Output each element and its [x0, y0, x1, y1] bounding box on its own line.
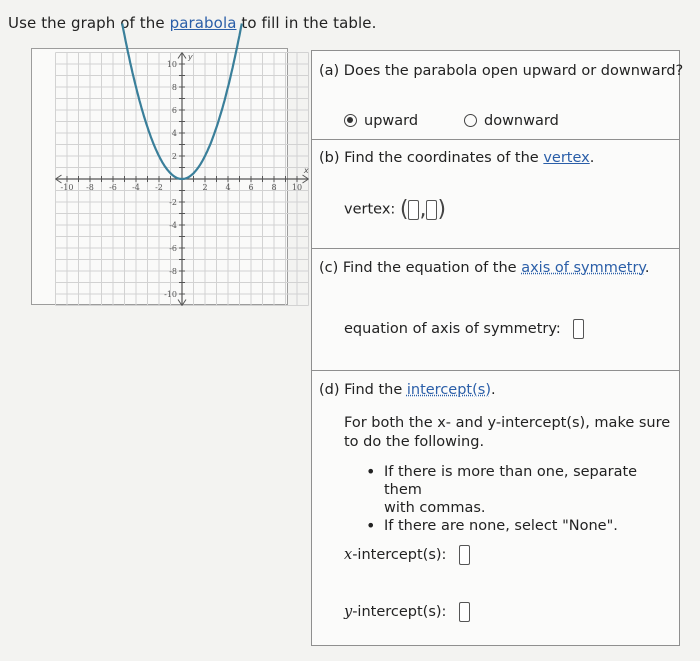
y-intercept-label: -intercept(s):	[352, 604, 447, 620]
upward-radio[interactable]	[344, 114, 357, 127]
downward-radio[interactable]	[464, 114, 477, 127]
x-tick-label: 10	[291, 183, 303, 192]
x-tick-label: -2	[155, 183, 163, 192]
axis-label: equation of axis of symmetry:	[344, 321, 561, 337]
part-d-section	[312, 371, 679, 647]
y-tick-label: 4	[171, 129, 177, 138]
y-tick-label: 2	[171, 152, 177, 161]
y-tick-label: 10	[166, 60, 177, 69]
question-table	[311, 50, 684, 646]
axis-field	[344, 319, 584, 339]
part-c-question: (c) Find the equation of the axis of symmetry.	[319, 260, 650, 276]
axis-of-symmetry-link[interactable]: axis of symmetry	[521, 260, 645, 276]
y-tick-label: 8	[171, 83, 177, 92]
instruction-line-1: For both the x- and y-intercept(s), make sure	[344, 415, 671, 431]
y-axis-label: y	[188, 52, 193, 62]
instruction-text: Use the graph of the parabola to fill in the table.	[8, 14, 377, 32]
x-tick-label: -4	[132, 183, 140, 192]
x-intercept-input[interactable]	[459, 545, 470, 565]
intercepts-link[interactable]: intercept(s)	[406, 382, 491, 398]
part-a-section	[312, 51, 684, 140]
x-intercept-field: x-intercept(s):	[344, 545, 470, 565]
x-axis-label: x	[303, 166, 309, 175]
bullet-item: • If there is more than one, separate them with commas.	[364, 463, 679, 517]
y-tick-label: -10	[164, 290, 177, 299]
option-upward[interactable]	[344, 113, 418, 129]
y-intercept-field: y-intercept(s):	[344, 602, 470, 622]
x-tick-label: -6	[109, 183, 117, 192]
graph-canvas	[32, 49, 309, 306]
instruction-line-2: to do the following.	[344, 434, 485, 450]
close-paren-icon: )	[437, 197, 447, 222]
parabola-graph	[31, 48, 309, 305]
parabola-link[interactable]: parabola	[169, 14, 237, 32]
y-tick-label: -4	[169, 221, 177, 230]
part-b-section	[312, 140, 679, 249]
open-paren-icon: (	[399, 197, 409, 222]
y-tick-label: -8	[169, 267, 177, 276]
option-downward[interactable]	[464, 113, 559, 129]
y-tick-label: -2	[169, 198, 177, 207]
vertex-label: vertex:	[344, 201, 396, 218]
x-tick-label: 8	[271, 183, 277, 192]
x-tick-label: 4	[225, 183, 231, 192]
vertex-x-input[interactable]	[408, 200, 419, 220]
part-d-question: (d) Find the intercept(s).	[319, 382, 496, 398]
vertex-field	[344, 197, 446, 222]
x-tick-label: -8	[86, 183, 94, 192]
bullet-item: • If there are none, select "None".	[364, 517, 679, 535]
y-tick-label: 6	[171, 106, 177, 115]
y-intercept-input[interactable]	[459, 602, 470, 622]
axis-input[interactable]	[573, 319, 584, 339]
x-tick-label: 2	[202, 183, 208, 192]
upward-label: upward	[364, 113, 419, 129]
part-a-question: (a) Does the parabola open upward or downward?	[319, 63, 684, 79]
x-tick-label: 6	[248, 183, 254, 192]
downward-label: downward	[484, 113, 559, 129]
x-intercept-label: -intercept(s):	[352, 547, 447, 563]
x-tick-label: -10	[60, 183, 74, 192]
vertex-link[interactable]: vertex	[543, 150, 590, 166]
vertex-y-input[interactable]	[426, 200, 437, 220]
instruction-bullets	[364, 463, 679, 535]
y-tick-label: -6	[169, 244, 177, 253]
part-b-question: (b) Find the coordinates of the vertex.	[319, 150, 595, 166]
part-c-section	[312, 249, 679, 371]
comma-icon: ,	[419, 197, 427, 222]
